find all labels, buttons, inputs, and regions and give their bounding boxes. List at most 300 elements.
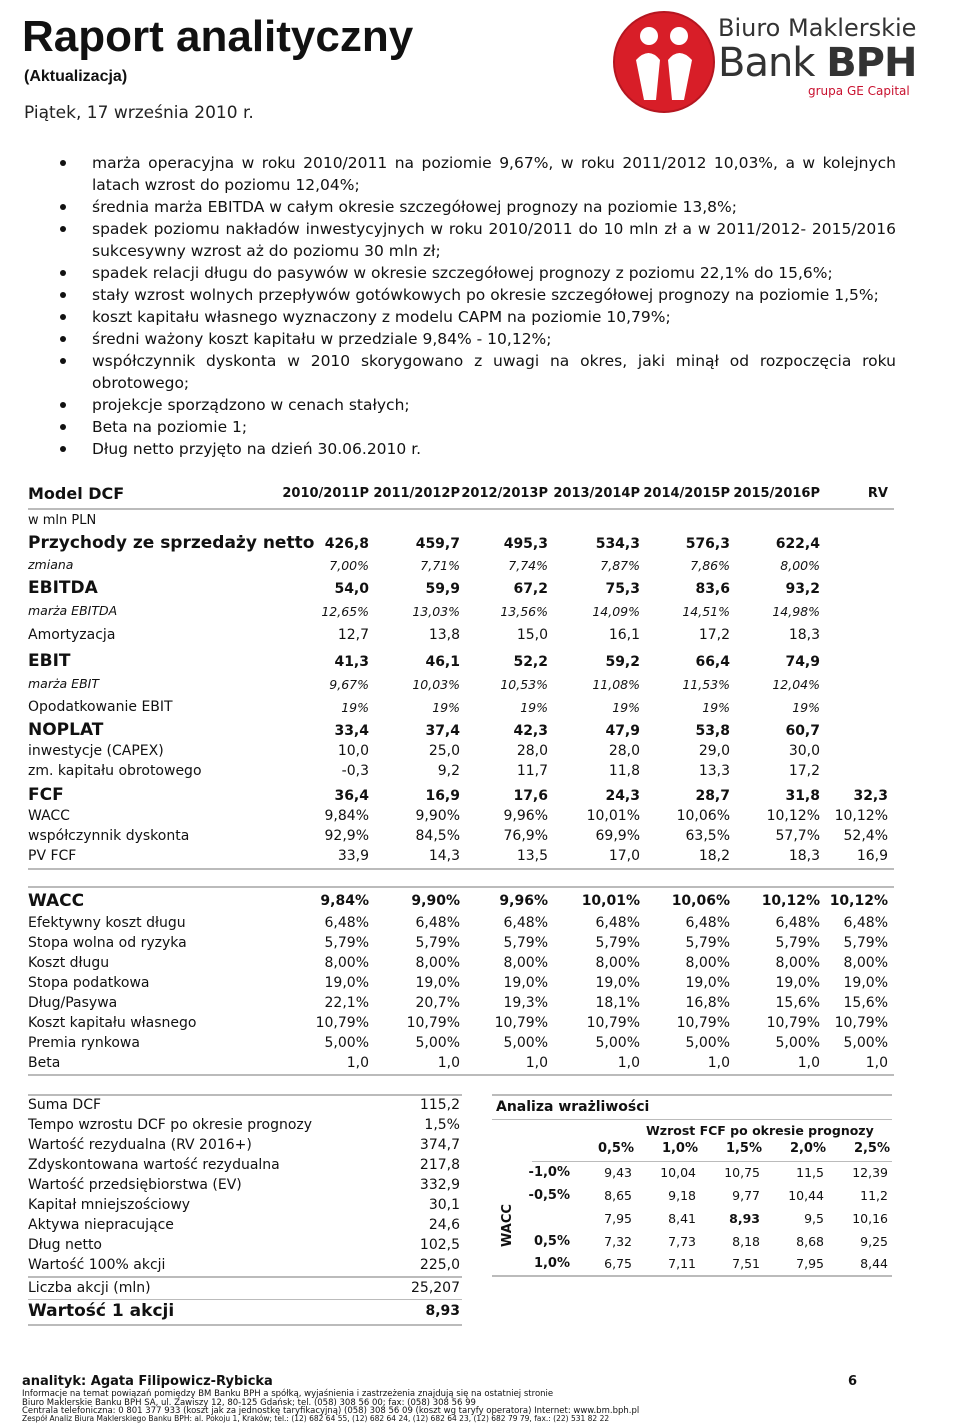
table-cell: 6,48% — [843, 915, 888, 931]
table-cell: 6,48% — [685, 915, 730, 931]
row-label: WACC — [28, 808, 70, 824]
dcf-header-row — [28, 484, 894, 508]
table-cell: 15,0 — [516, 627, 548, 643]
sensitivity-col-header: 2,5% — [853, 1141, 890, 1156]
sensitivity-cell: 11,2 — [860, 1188, 888, 1203]
table-cell: 495,3 — [503, 536, 548, 552]
table-cell: 9,67% — [329, 677, 369, 692]
table-cell: 12,7 — [337, 627, 369, 643]
logo-bank-word: Bank — [718, 40, 827, 86]
table-cell: 9,90% — [411, 893, 460, 909]
sensitivity-cell: 8,41 — [668, 1211, 696, 1226]
table-cell: 10,01% — [581, 893, 640, 909]
table-cell: 7,00% — [329, 558, 369, 573]
list-item: koszt kapitału własnego wyznaczony z modelu CAPM na poziomie 10,79%; — [60, 306, 896, 328]
table-cell: 5,00% — [843, 1035, 888, 1051]
table-cell: 9,84% — [320, 893, 369, 909]
dcf-unit: w mln PLN — [28, 513, 97, 528]
table-cell: 5,00% — [324, 1035, 369, 1051]
footer-line: Zespół Analiz Biura Maklerskiego Banku BPH: al. Pokoju 1, Kraków; tel.: (12) 682 64 55, (12) 682 64 24, (12) 682 64 23, (12) 682 79 79, fax.: (22) 531 82 22 — [22, 1414, 610, 1423]
table-cell: 19,0% — [775, 975, 820, 991]
table-cell: 19% — [702, 700, 730, 715]
table-cell: 19,3% — [503, 995, 548, 1011]
valuation-value: 115,2 — [419, 1097, 460, 1113]
table-row — [28, 720, 894, 744]
sensitivity-cell: 10,04 — [660, 1165, 696, 1180]
valuation-value: 225,0 — [419, 1257, 460, 1273]
table-cell: 19,0% — [503, 975, 548, 991]
table-cell: 534,3 — [595, 536, 640, 552]
table-cell: 17,6 — [513, 788, 548, 804]
table-cell: 11,08% — [592, 677, 640, 692]
sensitivity-cell: 7,95 — [604, 1211, 632, 1226]
table-cell: 10,0 — [337, 743, 369, 759]
table-cell: 19,0% — [843, 975, 888, 991]
table-cell: 8,00% — [595, 955, 640, 971]
shares-label: Liczba akcji (mln) — [28, 1280, 151, 1296]
column-header: 2014/2015P — [643, 486, 730, 501]
table-cell: 75,3 — [605, 581, 640, 597]
valuation-value: 24,6 — [428, 1217, 460, 1233]
table-cell: 57,7% — [775, 828, 820, 844]
valuation-label: Tempo wzrostu DCF po okresie prognozy — [28, 1117, 313, 1133]
table-cell: 67,2 — [513, 581, 548, 597]
table-cell: -0,3 — [341, 763, 369, 779]
table-cell: 9,2 — [437, 763, 460, 779]
sensitivity-col-header: 0,5% — [597, 1141, 634, 1156]
row-label: marża EBITDA — [28, 603, 118, 618]
row-label: Amortyzacja — [28, 627, 116, 643]
logo-line1: Biuro Maklerskie — [718, 14, 917, 42]
table-cell: 13,8 — [428, 627, 460, 643]
table-cell: 1,0 — [525, 1055, 548, 1071]
table-cell: 16,1 — [608, 627, 640, 643]
table-cell: 10,01% — [586, 808, 640, 824]
valuation-value: 217,8 — [419, 1157, 460, 1173]
valuation-row — [28, 1097, 460, 1117]
logo-bph-word: BPH — [826, 40, 917, 86]
divider — [28, 868, 894, 870]
table-cell: 54,0 — [334, 581, 369, 597]
table-cell: 9,96% — [503, 808, 548, 824]
table-row — [28, 808, 894, 828]
table-row — [28, 743, 894, 763]
sensitivity-cell: 9,77 — [732, 1188, 760, 1203]
valuation-value: 332,9 — [419, 1177, 460, 1193]
table-cell: 33,4 — [334, 723, 369, 739]
table-cell: 47,9 — [605, 723, 640, 739]
table-cell: 576,3 — [685, 536, 730, 552]
table-cell: 10,12% — [829, 893, 888, 909]
column-header: 2011/2012P — [373, 486, 460, 501]
table-cell: 7,71% — [420, 558, 460, 573]
table-cell: 7,87% — [600, 558, 640, 573]
table-cell: 8,00% — [843, 955, 888, 971]
valuation-value: 374,7 — [419, 1137, 460, 1153]
table-cell: 19% — [612, 700, 640, 715]
divider — [28, 1074, 894, 1076]
table-cell: 16,8% — [685, 995, 730, 1011]
table-cell: 17,0 — [608, 848, 640, 864]
table-cell: 52,4% — [843, 828, 888, 844]
sensitivity-cell: 8,65 — [604, 1188, 632, 1203]
table-cell: 13,3 — [698, 763, 730, 779]
sensitivity-cell: 12,39 — [852, 1165, 888, 1180]
table-cell: 59,9 — [425, 581, 460, 597]
sensitivity-cell: 8,93 — [729, 1211, 760, 1226]
table-cell: 30,0 — [788, 743, 820, 759]
row-label: NOPLAT — [28, 720, 104, 740]
row-label: Przychody ze sprzedaży netto — [28, 533, 315, 553]
table-row — [28, 578, 894, 602]
table-cell: 76,9% — [503, 828, 548, 844]
sensitivity-cell: 7,51 — [732, 1256, 760, 1271]
sensitivity-cell: 9,25 — [860, 1234, 888, 1249]
table-cell: 8,00% — [685, 955, 730, 971]
footer-line: Biuro Maklerskie Banku BPH SA, ul. Zawiszy 12, 80-125 Gdańsk; tel. (058) 308 56 00; fax: (058) 308 56 99 — [22, 1398, 476, 1408]
row-label: zmiana — [28, 557, 74, 572]
table-cell: 459,7 — [415, 536, 460, 552]
table-cell: 8,00% — [775, 955, 820, 971]
table-cell: 66,4 — [695, 654, 730, 670]
column-header: 2010/2011P — [282, 486, 369, 501]
table-cell: 18,3 — [788, 627, 820, 643]
sensitivity-row-header: -0,5% — [528, 1188, 570, 1203]
list-item: spadek poziomu nakładów inwestycyjnych w roku 2010/2011 do 10 mln zł a w 2011/2012- 2015/2016 sukcesywny wzrost aż do poziomu 30 mln zł; — [60, 218, 896, 262]
row-label: Dług/Pasywa — [28, 995, 118, 1011]
table-cell: 12,04% — [772, 677, 820, 692]
assumption-list — [60, 152, 896, 460]
table-cell: 1,0 — [797, 1055, 820, 1071]
table-cell: 28,0 — [516, 743, 548, 759]
valuation-label: Wartość rezydualna (RV 2016+) — [28, 1137, 252, 1153]
sensitivity-cell: 10,16 — [852, 1211, 888, 1226]
sensitivity-row-title: WACC — [499, 1204, 515, 1247]
sensitivity-cell: 8,68 — [796, 1234, 824, 1249]
divider — [28, 508, 894, 510]
report-date: Piątek, 17 września 2010 r. — [24, 103, 254, 123]
table-cell: 5,00% — [415, 1035, 460, 1051]
table-cell: 17,2 — [788, 763, 820, 779]
table-cell: 10,06% — [676, 808, 730, 824]
list-item: średni ważony koszt kapitału w przedziale 9,84% - 10,12%; — [60, 328, 896, 350]
row-label: marża EBIT — [28, 676, 99, 691]
table-cell: 10,79% — [834, 1015, 888, 1031]
row-label: współczynnik dyskonta — [28, 828, 190, 844]
table-cell: 10,12% — [766, 808, 820, 824]
table-row — [28, 557, 894, 575]
table-row — [28, 603, 894, 623]
sensitivity-row-header: 0,5% — [533, 1234, 570, 1249]
sensitivity-cell: 7,73 — [668, 1234, 696, 1249]
table-row — [28, 763, 894, 783]
table-cell: 10,53% — [500, 677, 548, 692]
table-cell: 11,7 — [516, 763, 548, 779]
sensitivity-cell: 9,5 — [804, 1211, 824, 1226]
table-cell: 10,79% — [315, 1015, 369, 1031]
table-cell: 69,9% — [595, 828, 640, 844]
table-cell: 9,84% — [324, 808, 369, 824]
table-cell: 52,2 — [513, 654, 548, 670]
table-cell: 622,4 — [775, 536, 820, 552]
table-cell: 19% — [432, 700, 460, 715]
sensitivity-cell: 7,32 — [604, 1234, 632, 1249]
row-label: Opodatkowanie EBIT — [28, 699, 173, 715]
table-cell: 5,00% — [503, 1035, 548, 1051]
table-cell: 5,00% — [595, 1035, 640, 1051]
valuation-label: Wartość 100% akcji — [28, 1257, 166, 1273]
row-label: Efektywny koszt długu — [28, 915, 186, 931]
table-cell: 33,9 — [337, 848, 369, 864]
table-cell: 18,2 — [698, 848, 730, 864]
table-row — [28, 785, 894, 809]
table-cell: 426,8 — [324, 536, 369, 552]
list-item: Beta na poziomie 1; — [60, 416, 896, 438]
table-cell: 28,7 — [695, 788, 730, 804]
table-cell: 19,0% — [595, 975, 640, 991]
table-cell: 19,0% — [685, 975, 730, 991]
valuation-label: Zdyskontowana wartość rezydualna — [28, 1157, 280, 1173]
valuation-row — [28, 1257, 460, 1277]
table-cell: 1,0 — [617, 1055, 640, 1071]
per-share-row — [28, 1301, 460, 1323]
table-cell: 29,0 — [698, 743, 730, 759]
sensitivity-cell: 11,5 — [796, 1165, 824, 1180]
row-label: Koszt kapitału własnego — [28, 1015, 197, 1031]
sensitivity-row-header: 1,0% — [533, 1256, 570, 1271]
valuation-row — [28, 1157, 460, 1177]
divider — [532, 1161, 892, 1162]
footer-line: Centrala telefoniczna: 0 801 377 933 (koszt jak za jednostkę taryfikacyjną) (058) 308 56 09 (koszt wg taryfy operatora) Internet: www.bm.bph.pl — [22, 1406, 640, 1416]
table-row — [28, 828, 894, 848]
sensitivity-cell: 10,44 — [788, 1188, 824, 1203]
table-cell: 19% — [792, 700, 820, 715]
table-cell: 92,9% — [324, 828, 369, 844]
analyst-name: analityk: Agata Filipowicz-Rybicka — [22, 1374, 273, 1389]
sensitivity-col-header: 1,5% — [725, 1141, 762, 1156]
logo-line2 — [718, 40, 916, 86]
dcf-unit-row — [28, 513, 894, 533]
row-label: EBITDA — [28, 578, 98, 598]
table-cell: 10,79% — [406, 1015, 460, 1031]
table-row — [28, 935, 894, 955]
valuation-row — [28, 1237, 460, 1257]
valuation-row — [28, 1217, 460, 1237]
table-cell: 10,79% — [586, 1015, 640, 1031]
table-cell: 31,8 — [785, 788, 820, 804]
table-cell: 5,79% — [843, 935, 888, 951]
table-cell: 6,48% — [324, 915, 369, 931]
table-cell: 11,8 — [608, 763, 640, 779]
table-row — [28, 676, 894, 696]
table-cell: 6,48% — [503, 915, 548, 931]
table-cell: 5,79% — [595, 935, 640, 951]
shares-value: 25,207 — [411, 1280, 460, 1296]
table-row — [28, 955, 894, 975]
valuation-row — [28, 1177, 460, 1197]
column-header: 2012/2013P — [461, 486, 548, 501]
row-label: Koszt długu — [28, 955, 110, 971]
divider — [28, 1276, 462, 1278]
sensitivity-cell: 9,43 — [604, 1165, 632, 1180]
list-item: średnia marża EBITDA w całym okresie szczegółowej prognozy na poziomie 13,8%; — [60, 196, 896, 218]
sensitivity-cell: 9,18 — [668, 1188, 696, 1203]
sensitivity-col-header: 2,0% — [789, 1141, 826, 1156]
table-cell: 37,4 — [425, 723, 460, 739]
table-cell: 1,0 — [707, 1055, 730, 1071]
table-cell: 28,0 — [608, 743, 640, 759]
table-cell: 12,65% — [321, 604, 369, 619]
list-item: spadek relacji długu do pasywów w okresie szczegółowej prognozy z poziomu 22,1% do 15,6%; — [60, 262, 896, 284]
table-row — [28, 1055, 894, 1075]
table-cell: 14,51% — [682, 604, 730, 619]
table-row — [28, 1015, 894, 1035]
footer-line: Informacje na temat powiązań pomiędzy BM Banku BPH a spółką, wyjaśnienia i zastrzeżenia znajdują się na ostatniej stronie — [22, 1389, 554, 1399]
table-row — [28, 699, 894, 719]
table-cell: 6,48% — [415, 915, 460, 931]
valuation-label: Kapitał mniejszościowy — [28, 1197, 191, 1213]
table-cell: 10,03% — [412, 677, 460, 692]
dcf-title: Model DCF — [28, 484, 125, 503]
divider — [492, 1094, 892, 1096]
table-cell: 19% — [341, 700, 369, 715]
table-cell: 24,3 — [605, 788, 640, 804]
table-cell: 10,79% — [676, 1015, 730, 1031]
table-cell: 20,7% — [415, 995, 460, 1011]
table-cell: 8,00% — [415, 955, 460, 971]
table-cell: 19,0% — [324, 975, 369, 991]
valuation-label: Dług netto — [28, 1237, 102, 1253]
table-cell: 74,9 — [785, 654, 820, 670]
table-row — [28, 848, 894, 868]
divider — [492, 1275, 892, 1277]
row-label: Stopa podatkowa — [28, 975, 150, 991]
sensitivity-cell: 8,44 — [860, 1256, 888, 1271]
table-cell: 11,53% — [682, 677, 730, 692]
list-item: Dług netto przyjęto na dzień 30.06.2010 r. — [60, 438, 896, 460]
valuation-label: Suma DCF — [28, 1097, 102, 1113]
table-cell: 41,3 — [334, 654, 369, 670]
sensitivity-cell: 10,75 — [724, 1165, 760, 1180]
table-row — [28, 1035, 894, 1055]
table-cell: 8,00% — [780, 558, 820, 573]
row-label: zm. kapitału obrotowego — [28, 763, 202, 779]
table-row — [28, 627, 894, 647]
list-item: współczynnik dyskonta w 2010 skorygowano z uwagi na okres, jaki minął od rozpoczęcia roku obrotowego; — [60, 350, 896, 394]
table-row — [28, 651, 894, 675]
table-cell: 8,00% — [503, 955, 548, 971]
per-share-value: 8,93 — [425, 1303, 460, 1319]
table-cell: 63,5% — [685, 828, 730, 844]
per-share-label: Wartość 1 akcji — [28, 1301, 175, 1321]
table-cell: 7,74% — [508, 558, 548, 573]
sensitivity-title: Analiza wrażliwości — [496, 1099, 650, 1115]
table-cell: 10,79% — [494, 1015, 548, 1031]
divider — [492, 1119, 892, 1120]
table-cell: 93,2 — [785, 581, 820, 597]
table-cell: 14,09% — [592, 604, 640, 619]
table-cell: 15,6% — [775, 995, 820, 1011]
table-cell: 46,1 — [425, 654, 460, 670]
valuation-row — [28, 1137, 460, 1157]
list-item: projekcje sporządzono w cenach stałych; — [60, 394, 896, 416]
table-cell: 25,0 — [428, 743, 460, 759]
valuation-row — [28, 1117, 460, 1137]
valuation-value: 30,1 — [428, 1197, 460, 1213]
table-cell: 6,48% — [595, 915, 640, 931]
table-row — [28, 533, 894, 557]
table-cell: 5,79% — [503, 935, 548, 951]
valuation-row — [28, 1197, 460, 1217]
logo-emblem-icon — [612, 8, 716, 120]
table-cell: 59,2 — [605, 654, 640, 670]
table-cell: 9,90% — [415, 808, 460, 824]
sensitivity-col-header: 1,0% — [661, 1141, 698, 1156]
table-cell: 22,1% — [324, 995, 369, 1011]
row-label: Premia rynkowa — [28, 1035, 140, 1051]
table-cell: 5,79% — [685, 935, 730, 951]
table-cell: 16,9 — [856, 848, 888, 864]
row-label: PV FCF — [28, 848, 77, 864]
row-label: Stopa wolna od ryzyka — [28, 935, 187, 951]
sensitivity-cell: 6,75 — [604, 1256, 632, 1271]
table-cell: 5,79% — [324, 935, 369, 951]
row-label: WACC — [28, 891, 85, 911]
table-cell: 19% — [520, 700, 548, 715]
table-cell: 10,79% — [766, 1015, 820, 1031]
sensitivity-row-header: -1,0% — [528, 1165, 570, 1180]
divider — [28, 1299, 462, 1300]
table-row — [28, 975, 894, 995]
divider — [28, 886, 894, 888]
table-cell: 7,86% — [690, 558, 730, 573]
column-header: 2013/2014P — [553, 486, 640, 501]
table-cell: 42,3 — [513, 723, 548, 739]
sensitivity-cell: 7,95 — [796, 1256, 824, 1271]
table-cell: 14,98% — [772, 604, 820, 619]
column-header: 2015/2016P — [733, 486, 820, 501]
table-cell: 18,1% — [595, 995, 640, 1011]
list-item: marża operacyjna w roku 2010/2011 na poziomie 9,67%, w roku 2011/2012 10,03%, a w kolejnych latach wzrost do poziomu 12,04%; — [60, 152, 896, 196]
table-cell: 84,5% — [415, 828, 460, 844]
divider — [28, 1094, 462, 1096]
table-row — [28, 891, 894, 913]
table-cell: 9,96% — [499, 893, 548, 909]
column-header: RV — [867, 486, 888, 501]
table-row — [28, 995, 894, 1015]
table-cell: 10,12% — [834, 808, 888, 824]
report-subtitle: (Aktualizacja) — [24, 68, 128, 85]
valuation-value: 1,5% — [424, 1117, 460, 1133]
table-cell: 15,6% — [843, 995, 888, 1011]
table-cell: 13,56% — [500, 604, 548, 619]
table-row — [28, 915, 894, 935]
sensitivity-row-title-wrap — [498, 1204, 518, 1247]
table-cell: 10,12% — [761, 893, 820, 909]
valuation-label: Wartość przedsiębiorstwa (EV) — [28, 1177, 242, 1193]
table-cell: 13,03% — [412, 604, 460, 619]
table-cell: 83,6 — [695, 581, 730, 597]
row-label: inwestycje (CAPEX) — [28, 743, 164, 759]
valuation-value: 102,5 — [419, 1237, 460, 1253]
sensitivity-col-title: Wzrost FCF po okresie prognozy — [646, 1123, 874, 1138]
table-cell: 36,4 — [334, 788, 369, 804]
table-cell: 5,79% — [775, 935, 820, 951]
list-item: stały wzrost wolnych przepływów gotówkowych po okresie szczegółowej prognozy na poziomie 1,5%; — [60, 284, 896, 306]
table-cell: 10,06% — [671, 893, 730, 909]
sensitivity-cell: 8,18 — [732, 1234, 760, 1249]
row-label: FCF — [28, 785, 64, 805]
